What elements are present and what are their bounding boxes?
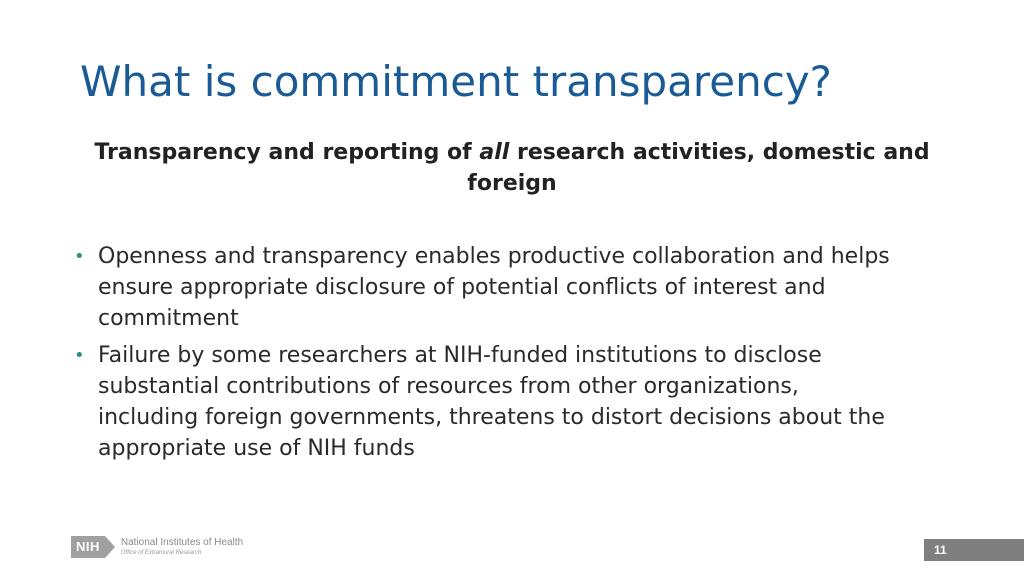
bullet-marker: • (74, 246, 85, 267)
bullet-item (74, 241, 904, 334)
slide-subtitle (80, 137, 944, 199)
nih-logo (71, 534, 243, 560)
logo-office: Office of Extramural Research (120, 550, 202, 556)
subtitle-text-after: research activities, domestic and foreign (467, 140, 930, 196)
bullet-list (74, 241, 904, 470)
subtitle-text-before: Transparency and reporting of (94, 140, 480, 165)
nih-mark-text: NIH (71, 536, 105, 558)
bullet-item (74, 340, 904, 464)
nih-arrow-icon (105, 536, 115, 558)
slide-title: What is commitment transparency? (80, 57, 832, 106)
subtitle-emphasis: all (479, 140, 510, 165)
logo-name: National Institutes of Health (120, 537, 244, 548)
logo-text (121, 537, 243, 557)
bullet-text: Openness and transparency enables productive collaboration and helps ensure appropriate disclosure of potential conflicts of interest and commitment (98, 244, 890, 331)
bullet-text: Failure by some researchers at NIH-funded institutions to disclose substantial contributions of resources from other organizations, including foreign governments, threatens to distort decisions about the appropriate use of NIH funds (98, 343, 885, 461)
page-number-badge (924, 539, 1024, 561)
bullet-marker: • (74, 345, 85, 366)
nih-mark-icon (71, 534, 115, 560)
page-number: 11 (934, 543, 947, 557)
